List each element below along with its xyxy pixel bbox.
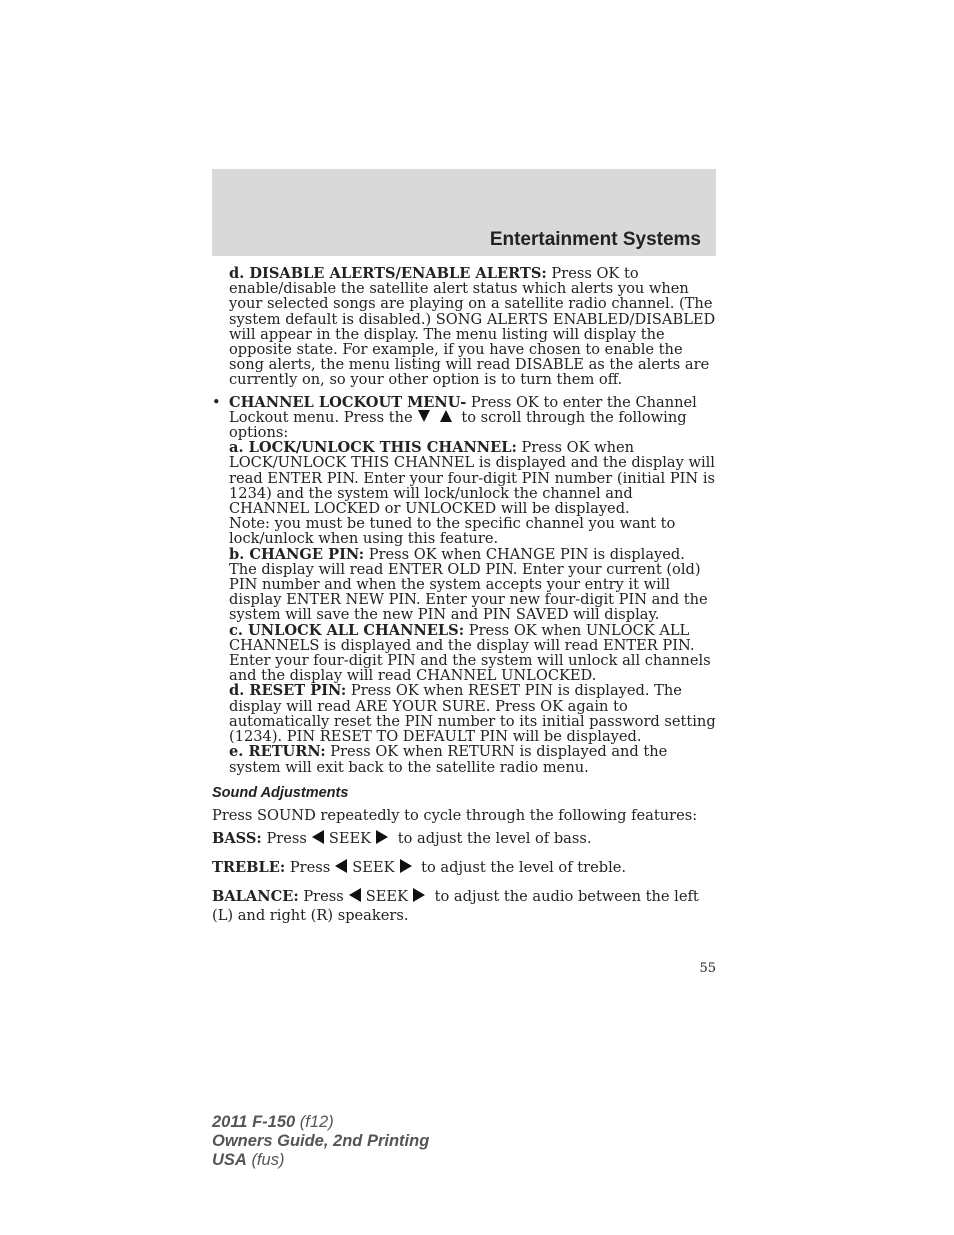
lockout-item-text: Press OK when UNLOCK ALL CHANNELS is displayed and the display will read ENTER PIN. Enter your four-digit PIN and the system will unlock all channels and the display will read CHANNEL UNLOCKED.	[229, 621, 711, 685]
lockout-item-label: c. UNLOCK ALL CHANNELS:	[229, 621, 465, 639]
lockout-item-return	[212, 744, 716, 774]
lockout-item-text: Press OK when RESET PIN is displayed. The display will read ARE YOUR SURE. Press OK again to automatically reset the PIN number to its initial password setting (1234). PIN RESET TO DEFAULT PIN will be displayed.	[229, 682, 716, 746]
seek-right-arrow-icon	[413, 888, 425, 902]
lockout-item-lock-unlock	[212, 440, 716, 516]
lockout-item-label: a. LOCK/UNLOCK THIS CHANNEL:	[229, 439, 517, 457]
seek-left-arrow-icon	[349, 888, 361, 902]
lockout-text-before: Press OK to enter the Channel Lockout menu. Press the	[229, 393, 697, 426]
seek-text: SEEK	[365, 888, 408, 906]
alerts-text: Press OK to enable/disable the satellite alert status which alerts you when your selected songs are playing on a satellite radio channel. (The system default is disabled.) SONG ALERTS ENABLED/DISABLED will appear in the display. The menu listing will display the opposite state. For example, if you have chosen to enable the song alerts, the menu listing will read DISABLE as the alerts are currently on, so your other option is to turn them off.	[229, 265, 716, 389]
footer-model-code: (f12)	[299, 1113, 334, 1131]
lockout-item-label: d. RESET PIN:	[229, 682, 347, 700]
lockout-text-after: to scroll through the following options:	[229, 408, 687, 442]
bullet-marker: •	[212, 393, 221, 411]
alerts-label: d. DISABLE ALERTS/ENABLE ALERTS:	[229, 265, 547, 282]
seek-right-arrow-icon	[400, 859, 412, 873]
section-title: Entertainment Systems	[489, 229, 701, 250]
seek-right-arrow-icon	[376, 830, 388, 844]
seek-left-arrow-icon	[335, 859, 347, 873]
section-header-band	[212, 169, 716, 256]
document-footer	[212, 1113, 429, 1170]
lockout-item-unlock-all	[212, 623, 716, 684]
seek-text: SEEK	[328, 830, 372, 848]
footer-market: USA	[212, 1151, 247, 1169]
footer-market-code: (fus)	[251, 1151, 285, 1169]
press-text: Press	[266, 830, 307, 848]
footer-line-guide	[212, 1132, 429, 1151]
balance-text: to adjust the audio between the left (L) and right (R) speakers.	[212, 888, 699, 925]
footer-line-model	[212, 1113, 429, 1132]
balance-row	[212, 887, 716, 925]
lockout-item-label: e. RETURN:	[229, 743, 326, 761]
sound-adjustments-heading: Sound Adjustments	[212, 784, 349, 801]
footer-guide: Owners Guide, 2nd Printing	[212, 1132, 430, 1150]
lockout-item-change-pin	[212, 547, 716, 623]
lockout-item-text: Press OK when LOCK/UNLOCK THIS CHANNEL is displayed and the display will read ENTER PIN. Enter your four-digit PIN number (initial PIN is 1234) and the system will lock/unlock the channel and CHANNEL LOCKED or UNLOCKED will be displayed.	[229, 439, 715, 518]
page-content	[212, 266, 716, 925]
balance-label: BALANCE:	[212, 888, 299, 906]
seek-left-arrow-icon	[312, 830, 324, 844]
press-text: Press	[303, 888, 344, 906]
treble-label: TREBLE:	[212, 859, 286, 877]
lockout-label: CHANNEL LOCKOUT MENU-	[229, 393, 467, 411]
lockout-item-note	[212, 516, 716, 546]
press-text: Press	[289, 859, 331, 877]
alerts-paragraph	[212, 266, 716, 388]
down-arrow-icon	[418, 410, 430, 422]
bass-text: to adjust the level of bass.	[397, 830, 592, 848]
lockout-item-reset-pin	[212, 683, 716, 744]
lockout-item-label: b. CHANGE PIN:	[229, 545, 365, 563]
sound-intro: Press SOUND repeatedly to cycle through the following features:	[212, 806, 698, 824]
treble-text: to adjust the level of treble.	[421, 859, 627, 877]
seek-text: SEEK	[352, 859, 395, 877]
lockout-item-text: Press OK when RETURN is displayed and the system will exit back to the satellite radio menu.	[229, 743, 668, 776]
up-arrow-icon	[440, 410, 452, 422]
bass-label: BASS:	[212, 830, 262, 848]
footer-line-market	[212, 1151, 429, 1170]
lockout-item-text: Press OK when CHANGE PIN is displayed. The display will read ENTER OLD PIN. Enter your current (old) PIN number and when the system accepts your entry it will display ENTER NEW PIN. Enter your new four-digit PIN and the system will save the new PIN and PIN SAVED will display.	[229, 545, 708, 624]
bass-row	[212, 829, 716, 848]
footer-model: 2011 F-150	[212, 1113, 296, 1131]
lockout-bullet-item	[212, 395, 716, 441]
page-number: 55	[699, 961, 716, 976]
lockout-item-text: Note: you must be tuned to the specific channel you want to lock/unlock when using this feature.	[229, 515, 676, 548]
treble-row	[212, 858, 716, 877]
